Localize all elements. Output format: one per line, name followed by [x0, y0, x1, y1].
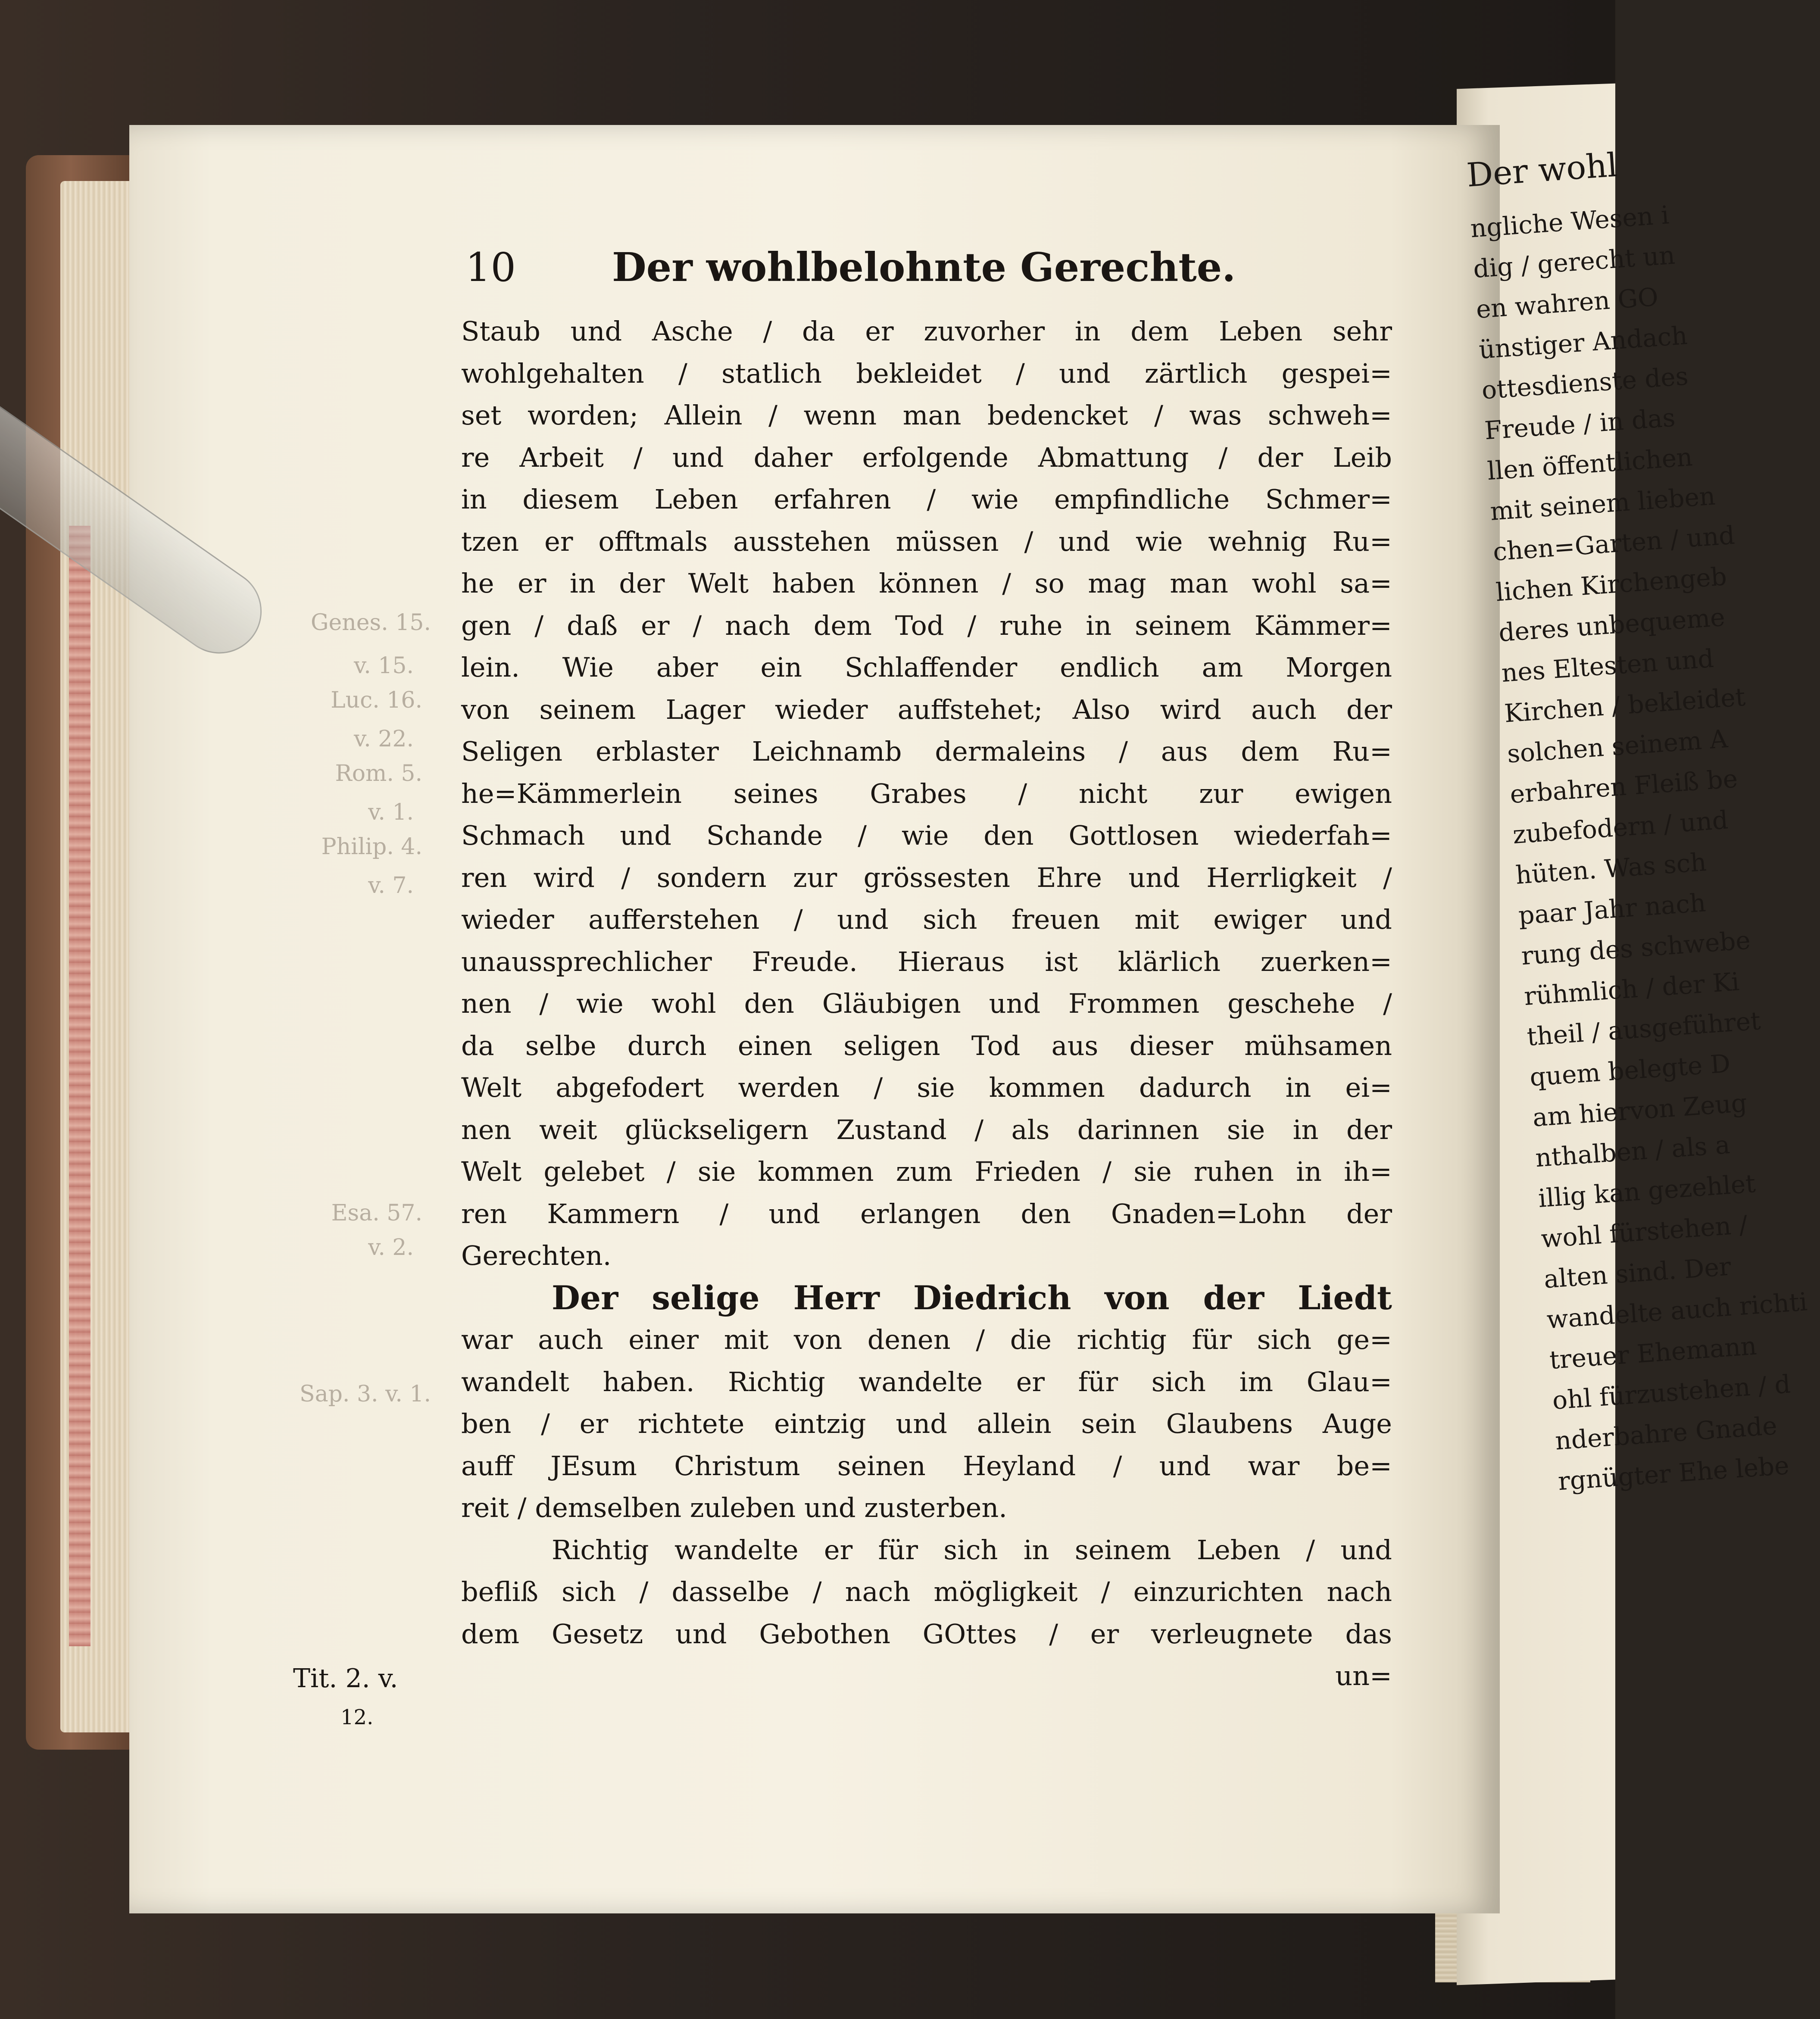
text-line: reit / demselben zuleben und zusterben.: [461, 1492, 1007, 1523]
text-line: ren wird / sondern zur grössesten Ehre und Herrligkeit /: [461, 861, 1392, 893]
text-line: tzen er offtmals ausstehen müssen / und wie wehnig Ru=: [461, 525, 1392, 557]
text-line: wandelt haben. Richtig wandelte er für sich im Glau=: [461, 1366, 1392, 1398]
text-line: ben / er richtete eintzig und allein sein Glaubens Auge: [461, 1408, 1392, 1439]
right-text-line: chen=Garten / und: [1492, 520, 1736, 567]
margin-citation-verse: 12.: [340, 1705, 374, 1729]
running-head: [465, 243, 1396, 291]
right-text-line: en wahren GO: [1475, 282, 1659, 325]
right-text-line: Freude / in das: [1483, 403, 1676, 446]
right-text-line: nthalben / als a: [1534, 1130, 1731, 1173]
right-text-line: ottesdienste des: [1480, 361, 1689, 405]
right-text-line: lichen Kirchengeb: [1495, 562, 1728, 607]
right-text-line: alten sind. Der: [1543, 1251, 1732, 1294]
text-line: gen / daß er / nach dem Tod / ruhe in seinem Kämmer=: [461, 609, 1392, 641]
right-text-line: am hiervon Zeug: [1531, 1088, 1748, 1133]
text-line: re Arbeit / und daher erfolgende Abmattung / der Leib: [461, 441, 1392, 473]
right-text-line: nes Eltesten und: [1500, 643, 1715, 688]
margin-note-ghost: v. 15.: [354, 653, 414, 679]
right-text-line: hüten. Was sch: [1514, 847, 1708, 890]
text-line: he=Kämmerlein seines Grabes / nicht zur ewigen: [461, 777, 1392, 809]
right-text-line: llen öffentlichen: [1486, 442, 1694, 486]
text-line: Richtig wandelte er für sich in seinem Leben / und: [552, 1534, 1392, 1566]
right-text-line: theil / ausgeführet: [1526, 1006, 1762, 1052]
text-line: in diesem Leben erfahren / wie empfindliche Schmer=: [461, 484, 1392, 515]
margin-note-ghost: Philip. 4.: [321, 834, 422, 860]
right-text-line: dig / gerecht un: [1472, 240, 1676, 284]
text-line: Welt gelebet / sie kommen zum Frieden / sie ruhen in ih=: [461, 1156, 1392, 1187]
right-text-line: quem belegte D: [1529, 1049, 1732, 1092]
right-page-header: Der wohl: [1465, 145, 1619, 194]
text-line: ren Kammern / und erlangen den Gnaden=Lohn der: [461, 1198, 1392, 1229]
red-page-edge: [69, 526, 91, 1646]
page-title: Der wohlbelohnte Gerechte.: [612, 244, 1236, 290]
margin-note-ghost: Sap. 3. v. 1.: [300, 1381, 431, 1407]
right-text-line: rung des schwebe: [1520, 925, 1751, 971]
text-line: war auch einer mit von denen / die richtig für sich ge=: [461, 1324, 1392, 1355]
right-text-line: deres unbequeme: [1498, 602, 1726, 648]
text-line: da selbe durch einen seligen Tod aus dieser mühsamen: [461, 1030, 1392, 1061]
margin-note-ghost: Luc. 16.: [331, 687, 422, 713]
text-line: set worden; Allein / wenn man bedencket / was schweh=: [461, 399, 1392, 431]
margin-note-ghost: v. 1.: [368, 799, 414, 825]
text-line: Gerechten.: [461, 1240, 612, 1271]
right-text-line: Kirchen / bekleidet: [1503, 682, 1746, 728]
text-line: wohlgehalten / statlich bekleidet / und zärtlich gespei=: [461, 357, 1392, 389]
text-line: dem Gesetz und Gebothen GOttes / er verleugnete das: [461, 1618, 1392, 1650]
text-line: auff JEsum Christum seinen Heyland / und war be=: [461, 1450, 1392, 1482]
right-text-line: mit seinem lieben: [1489, 481, 1717, 526]
right-text-line: wandelte auch richti: [1545, 1287, 1808, 1335]
margin-citation: Tit. 2. v.: [293, 1663, 398, 1694]
margin-note-ghost: v. 7.: [368, 873, 414, 899]
text-line: nen / wie wohl den Gläubigen und Frommen geschehe /: [461, 988, 1392, 1019]
page-number: 10: [465, 244, 516, 290]
right-text-line: paar Jahr nach: [1517, 888, 1707, 930]
right-text-line: solchen seinem A: [1506, 724, 1729, 769]
text-line: unaussprechlicher Freude. Hieraus ist klärlich zuerken=: [461, 946, 1392, 977]
body-text: [461, 310, 1392, 1697]
text-line: lein. Wie aber ein Schlaffender endlich am Morgen: [461, 652, 1392, 683]
margin-note-ghost: v. 22.: [354, 726, 414, 752]
margin-note-ghost: v. 2.: [368, 1235, 414, 1261]
margin-note-ghost: Esa. 57.: [331, 1200, 422, 1226]
text-line: Staub und Asche / da er zuvorher in dem Leben sehr: [461, 315, 1392, 347]
catchword: un=: [1335, 1660, 1392, 1691]
right-text-line: ünstiger Andach: [1478, 321, 1689, 365]
text-line: he er in der Welt haben können / so mag man wohl sa=: [461, 568, 1392, 599]
text-line: nen weit glückseligern Zustand / als darinnen sie in der: [461, 1114, 1392, 1145]
right-text-line: rühmlich / der Ki: [1523, 967, 1740, 1011]
right-text-line: illig kan gezehlet: [1537, 1168, 1757, 1214]
text-line: von seinem Lager wieder auffstehet; Also wird auch der: [461, 693, 1392, 725]
text-line: wieder aufferstehen / und sich freuen mit ewiger und: [461, 904, 1392, 935]
margin-note-ghost: Genes. 15.: [310, 610, 431, 636]
margin-note-ghost: Rom. 5.: [335, 761, 422, 786]
right-text-line: nderbahre Gnade: [1554, 1410, 1778, 1456]
right-text-line: rgnügter Ehe lebe: [1557, 1451, 1790, 1496]
right-text-line: ohl fürzustehen / d: [1551, 1369, 1792, 1415]
paragraph-heading-line: Der selige Herr Diedrich von der Liedt: [552, 1278, 1392, 1317]
text-line: Schmach und Schande / wie den Gottlosen wiederfah=: [461, 820, 1392, 851]
right-text-line: zubefodern / und: [1511, 805, 1729, 850]
right-text-line: treuer Ehemann: [1548, 1331, 1758, 1375]
text-line: befliß sich / dasselbe / nach mögligkeit / einzurichten nach: [461, 1576, 1392, 1607]
right-text-line: ngliche Wesen i: [1469, 200, 1670, 243]
right-text-line: erbahren Fleiß be: [1509, 764, 1739, 809]
text-line: Welt abgefodert werden / sie kommen dadurch in ei=: [461, 1072, 1392, 1103]
right-text-line: wohl fürstehen /: [1540, 1210, 1748, 1254]
text-line: Seligen erblaster Leichnamb dermaleins / aus dem Ru=: [461, 736, 1392, 767]
